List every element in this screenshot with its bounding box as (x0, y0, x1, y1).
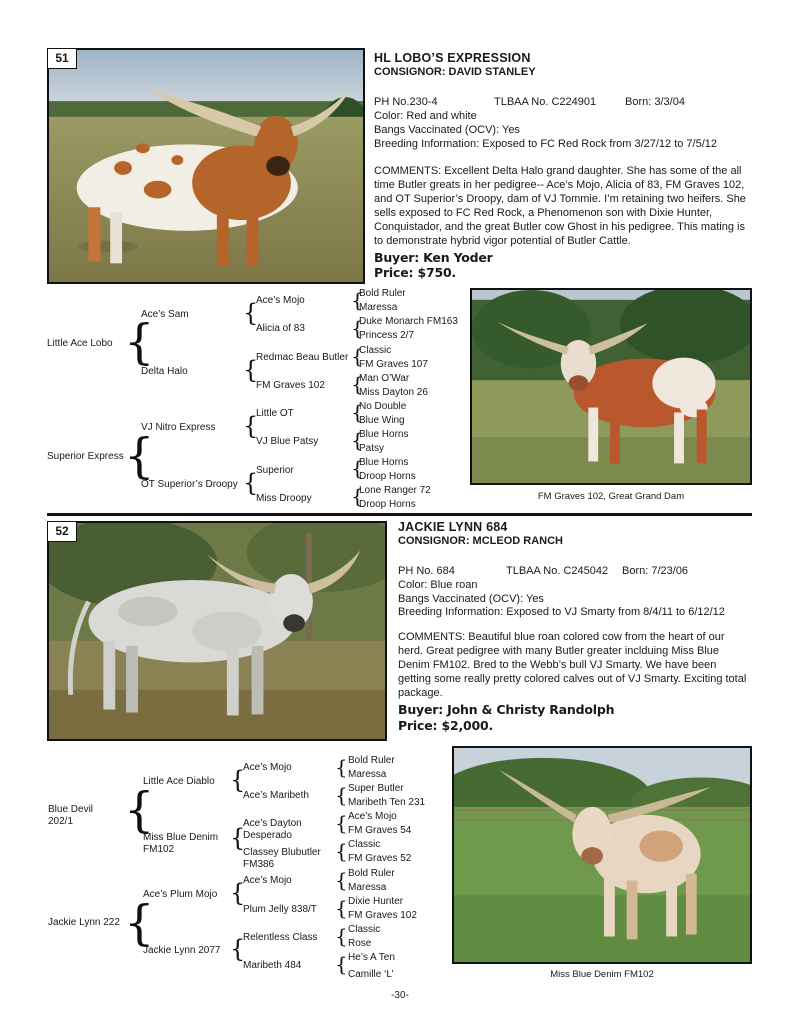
ped52-ggg: Super Butler (348, 783, 404, 794)
ped51-brace: { (351, 344, 364, 368)
ped51-brace: { (351, 400, 364, 424)
lot52-buyer: Buyer: John & Christy Randolph (398, 702, 615, 717)
ped51-dam: Superior Express (47, 451, 124, 462)
ped52-ggg: FM Graves 102 (348, 910, 417, 921)
ped52-brace: { (335, 896, 348, 920)
lot52-name: JACKIE LYNN 684 (398, 520, 508, 534)
ped51-gg: Redmac Beau Butler (256, 352, 349, 363)
page-number: -30- (391, 990, 409, 1001)
ped51-g: VJ Nitro Express (141, 422, 216, 433)
lot52-cow-photo (47, 521, 387, 741)
ped51-ggg: Princess 2/7 (359, 330, 415, 341)
ped52-brace: { (230, 766, 246, 794)
ped51-gg: Ace’s Mojo (256, 295, 305, 306)
ped52-g: FM102 (143, 844, 175, 855)
ped52-ggg: Maressa (348, 882, 387, 893)
ped52-gg: Ace’s Mojo (243, 875, 292, 886)
ped52-ggg: Maribeth Ten 231 (348, 797, 426, 808)
ped52-gg: Ace’s Maribeth (243, 790, 309, 801)
ped51-g: OT Superior’s Droopy (141, 479, 238, 490)
ped51-ggg: No Double (359, 401, 407, 412)
lot51-color: Color: Red and white (374, 110, 477, 122)
lot52-photo-caption: Miss Blue Denim FM102 (550, 969, 654, 980)
ped52-gg: FM386 (243, 859, 275, 870)
lot-divider (47, 513, 752, 516)
ped52-ggg: He’s A Ten (348, 952, 395, 963)
lot51-comments: COMMENTS: Excellent Delta Halo grand daughter. She has some of the all time Butler greats in her pedigree-- Ace’s Mojo, Alicia of 83, FM Graves 102, and OT Superior’s Droopy, dam of VJ Tommie. I’m retaining two heifers. She sells exposed to FC Red Rock, a Phenomenon son with Dixie Hunter, Conquistador, and the great Butler cow Ghost in his pedigree. This mating is to demonstrate hybrid vigor potential of Butler Cattle. (374, 165, 746, 247)
ped52-gg: Ace’s Mojo (243, 762, 292, 773)
ped51-brace: { (351, 428, 364, 452)
ped52-ggg: Classic (348, 924, 381, 935)
ped52-ggg: Dixie Hunter (348, 896, 404, 907)
ped52-g: Little Ace Diablo (143, 776, 215, 787)
ped52-brace: { (230, 935, 246, 963)
ped52-ggg: Maressa (348, 769, 387, 780)
ped51-brace: { (351, 288, 364, 312)
ped52-gg: Relentless Class (243, 932, 318, 943)
ped51-ggg: Man O’War (359, 373, 410, 384)
lot51-tlbaa: TLBAA No. C224901 (494, 96, 597, 108)
lot51-buyer: Buyer: Ken Yoder (374, 250, 493, 265)
lot51-ph: PH No.230-4 (374, 96, 438, 108)
ped51-ggg: Blue Horns (359, 429, 409, 440)
ped52-brace: { (335, 783, 348, 807)
ped52-g: Ace’s Plum Mojo (143, 889, 218, 900)
ped51-brace: { (351, 316, 364, 340)
ped51-brace: { (124, 314, 155, 370)
ped52-gg: Maribeth 484 (243, 960, 302, 971)
ped52-brace: { (230, 879, 246, 907)
ped52-sire: Blue Devil (48, 804, 94, 815)
ped51-gg: Alicia of 83 (256, 323, 305, 334)
lot51-bangs: Bangs Vaccinated (OCV): Yes (374, 124, 520, 136)
ped51-ggg: Classic (359, 345, 392, 356)
ped52-gg: Desperado (243, 830, 292, 841)
ped52-brace: { (335, 755, 348, 779)
ped51-ggg: Maressa (359, 302, 398, 313)
lot51-consignor: CONSIGNOR: DAVID STANLEY (374, 66, 536, 78)
lot52-color: Color: Blue roan (398, 579, 478, 591)
ped51-g: Ace’s Sam (141, 309, 189, 320)
ped51-ggg: Blue Horns (359, 457, 409, 468)
lot51-cow-photo (47, 48, 365, 284)
ped51-g: Delta Halo (141, 366, 188, 377)
ped51-brace: { (124, 428, 155, 484)
ped51-ggg: Droop Horns (359, 471, 416, 482)
ped51-ggg: Duke Monarch FM163 (359, 316, 458, 327)
lot51-name: HL LOBO’S EXPRESSION (374, 51, 531, 65)
ped52-dam: Jackie Lynn 222 (48, 917, 120, 928)
ped51-brace: { (243, 299, 259, 327)
ped51-brace: { (351, 372, 364, 396)
lot51-price: Price: $750. (374, 265, 456, 280)
ped51-ggg: Bold Ruler (359, 288, 406, 299)
ped51-sire: Little Ace Lobo (47, 338, 113, 349)
ped52-brace: { (335, 811, 348, 835)
lot52-ph: PH No. 684 (398, 565, 455, 577)
lot52-ancestor-photo (452, 746, 752, 964)
lot51-number: 51 (47, 48, 77, 69)
ped51-brace: { (351, 456, 364, 480)
lot52-consignor: CONSIGNOR: MCLEOD RANCH (398, 535, 563, 547)
ped52-ggg: FM Graves 54 (348, 825, 412, 836)
ped52-brace: { (230, 824, 246, 852)
ped52-brace: { (335, 868, 348, 892)
ped51-gg: Little OT (256, 408, 294, 419)
ped51-ggg: Patsy (359, 443, 385, 454)
ped51-gg: FM Graves 102 (256, 380, 325, 391)
ped51-ggg: Droop Horns (359, 499, 416, 510)
ped52-gg: Ace’s Dayton (243, 818, 302, 829)
ped52-ggg: FM Graves 52 (348, 853, 412, 864)
ped52-ggg: Classic (348, 839, 381, 850)
lot51-photo-caption: FM Graves 102, Great Grand Dam (537, 491, 685, 502)
lot52-born: Born: 7/23/06 (622, 565, 689, 577)
ped51-ggg: Miss Dayton 26 (359, 387, 428, 398)
ped51-brace: { (351, 484, 364, 508)
ped52-ggg: Camille ‘L’ (348, 969, 394, 980)
lot51-born: Born: 3/3/04 (625, 96, 685, 108)
ped51-ggg: FM Graves 107 (359, 359, 428, 370)
ped52-brace: { (335, 924, 348, 948)
lot52-breeding: Breeding Information: Exposed to VJ Smarty from 8/4/11 to 6/12/12 (398, 606, 725, 618)
ped51-ggg: Lone Ranger 72 (359, 485, 431, 496)
ped52-ggg: Rose (348, 938, 372, 949)
ped52-ggg: Ace’s Mojo (348, 811, 397, 822)
lot51-ancestor-photo (470, 288, 752, 485)
lot52-tlbaa: TLBAA No. C245042 (506, 565, 609, 577)
ped52-brace: { (124, 895, 155, 951)
lot52-price: Price: $2,000. (398, 718, 494, 733)
lot52-number: 52 (47, 521, 77, 542)
ped52-ggg: Bold Ruler (348, 755, 395, 766)
ped52-gg: Plum Jelly 838/T (243, 904, 317, 915)
ped51-brace: { (243, 469, 259, 497)
ped52-g: Miss Blue Denim (143, 832, 219, 843)
ped51-brace: { (243, 412, 259, 440)
ped52-sire: 202/1 (48, 816, 74, 827)
ped52-gg: Classey Blubutler (243, 847, 321, 858)
ped51-ggg: Blue Wing (359, 415, 405, 426)
ped51-gg: Miss Droopy (256, 493, 312, 504)
ped51-gg: Superior (256, 465, 294, 476)
lot52-comments: COMMENTS: Beautiful blue roan colored cow from the heart of our herd. Great pedigree with many Butler greater inclduing Miss Blue Denim FM102. Bred to the Webb’s bull VJ Smarty. We have been getting some really pretty colored calves out of VJ Smarty. Exciting total package. (398, 631, 747, 699)
ped52-brace: { (124, 782, 155, 838)
ped52-brace: { (335, 839, 348, 863)
lot51-breeding: Breeding Information: Exposed to FC Red Rock from 3/27/12 to 7/5/12 (374, 138, 718, 150)
lot52-bangs: Bangs Vaccinated (OCV): Yes (398, 593, 544, 605)
ped51-brace: { (243, 356, 259, 384)
ped51-gg: VJ Blue Patsy (256, 436, 319, 447)
ped52-g: Jackie Lynn 2077 (143, 945, 221, 956)
ped52-ggg: Bold Ruler (348, 868, 395, 879)
ped52-brace: { (335, 952, 348, 976)
